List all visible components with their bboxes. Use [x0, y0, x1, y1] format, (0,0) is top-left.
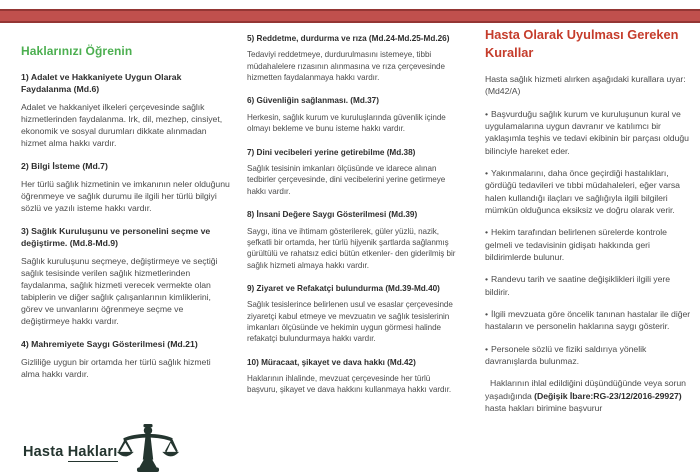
rules-intro: Hasta sağlık hizmeti alırken aşağıdaki kurallara uyar: (Md42/A) — [485, 73, 686, 97]
rule-bullet-4 — [485, 273, 693, 298]
rule-bullet-text: Yakınmalarını, daha önce geçirdiği hastalıkları, gördüğü tedavileri ve tıbbi müdahaleleri, eğer varsa halen kullandığı ilaçları ve sağlığıyla ilgili bilgileri mümkün olduğunca eksiksiz ve doğru olarak verir. — [485, 167, 680, 215]
rule-bullet-1 — [485, 108, 693, 157]
rights-section-title: 7) Dini vecibeleri yerine getirebilme (Md.38) — [247, 147, 416, 157]
rules-closing-paragraph — [485, 377, 693, 414]
bullet-icon: • — [485, 108, 488, 119]
bullet-icon: • — [485, 274, 488, 285]
rule-bullet-text: Hekim tarafından belirlenen sürelerde kontrole gelmeli ve tedavisinin gidişatı hakkında geri bildirimlerde bulunur. — [485, 227, 667, 262]
rule-bullet-2 — [485, 167, 693, 216]
rule-bullet-text: Personele sözlü ve fiziki saldırıya yönelik davranışlarda bulunmaz. — [485, 343, 647, 366]
brand-word-hasta: Hasta — [23, 444, 68, 460]
rights-section-4 — [21, 338, 231, 380]
right-column-heading: Hasta Olarak Uyulması Gereken Kurallar — [485, 27, 679, 60]
rights-section-body: Gizliliğe uygun bir ortamda her türlü sağlık hizmeti alma hakkı vardır. — [21, 357, 211, 379]
rights-section-2 — [21, 160, 231, 214]
bullet-icon: • — [485, 167, 488, 178]
rights-section-body: Herkesin, sağlık kurum ve kuruluşlarında güvenlik içinde olmayı bekleme ve bunu isteme hakkı vardır. — [247, 112, 446, 134]
rights-section-body: Sağlık tesislerince belirlenen usul ve esaslar çerçevesinde ziyaretçi kabul etmeye ve mevzuatın ve sağlık tesislerinin imkanları ölçüsünde ve hekimin uygun görmesi halinde refakatçi bulundurmaya hakkı vardır. — [247, 300, 453, 344]
rights-section-title: 3) Sağlık Kuruluşunu ve personelini seçme ve değiştirme. (Md.8-Md.9) — [21, 226, 211, 248]
rule-bullet-3 — [485, 226, 693, 263]
rights-section-title: 6) Güvenliğin sağlanması. (Md.37) — [247, 96, 379, 106]
rights-section-title: 2) Bilgi İsteme (Md.7) — [21, 161, 108, 171]
rights-section-body: Sağlık tesisinin imkanları ölçüsünde ve idarece alınan tedbirler çerçevesinde, dini vecibelerini yerine getirmeye hakkı vardır. — [247, 164, 446, 196]
rights-section-6 — [247, 95, 463, 134]
bullet-icon: • — [485, 343, 488, 354]
rights-section-title: 4) Mahremiyete Saygı Gösterilmesi (Md.21) — [21, 339, 198, 349]
rights-section-title: 9) Ziyaret ve Refakatçi bulundurma (Md.39-Md.40) — [247, 283, 440, 293]
brand-footer — [23, 423, 193, 473]
rights-section-1 — [21, 71, 231, 149]
closing-text-pre: Haklarının ihlal edildiğini düşündüğünde veya sorun yaşadığında — [485, 378, 686, 401]
scales-of-justice-icon — [115, 424, 181, 472]
rights-section-body: Tedaviyi reddetmeye, durdurulmasını istemeye, tibbi müdahalelere rızasının alınmasına ve rıza çerçevesinde hizmetten faydalanmaya hakkı vardır. — [247, 50, 445, 83]
column-patient-rules — [485, 26, 693, 424]
rights-section-body: Haklarının ihlalinde, mevzuat çerçevesinde her türlü başvuru, şikayet ve dava hakkını kullanmaya hakkı vardır. — [247, 374, 452, 395]
rights-section-10 — [247, 357, 463, 396]
rights-section-9 — [247, 283, 463, 345]
rule-bullet-text: İlgili mevzuata göre öncelik tanınan hastalar ile diğer hastaların ve personelin haklarına saygı gösterir. — [485, 308, 691, 332]
rights-section-body: Her türlü sağlık hizmetinin ve imkanının neler olduğunu öğrenmeye ve sağlık durumu ile ilgili her türlü bilgiyi sözlü ve yazılı isteme hakkı vardır. — [21, 179, 230, 213]
rule-bullet-5 — [485, 308, 693, 333]
rule-bullet-text: Başvurduğu sağlık kurum ve kuruluşunun kural ve uygulamalarına uygun davranır ve katılımcı bir yaklaşımla teşhis ve tedavi ekibinin bir parçası olduğu bilinciyle hareket eder. — [485, 108, 689, 156]
rights-section-body: Adalet ve hakkaniyet ilkeleri çerçevesinde sağlık hizmetlerinden faydalanma. Irk, dil, mezhep, cinsiyet, ekonomik ve sosyal durumları dikkate alınmadan hizmet alma hakkı vardır. — [21, 102, 223, 148]
brand-word-haklari: Hakları — [67, 444, 118, 460]
rights-section-5 — [247, 33, 463, 83]
bullet-icon: • — [485, 227, 488, 238]
rights-section-body: Sağlık kuruluşunu seçmeye, değiştirmeye ve seçtiği sağlık tesisinde verilen sağlık hizmetlerinden faydalanma, sağlık hizmeti verecek vermekte olan tabiplerin ve diğer sağlık çalışanlarının kimliklerini, görev ve unvanlarını öğrenmeye seçme ve değiştirmeye hakkı vardır. — [21, 256, 218, 326]
closing-text-post: hasta hakları birimine başvurur — [485, 403, 603, 414]
rule-bullet-text: Randevu tarih ve saatine değişiklikleri ilgili yere bildirir. — [485, 274, 671, 297]
brand-title — [23, 444, 118, 460]
rights-section-3 — [21, 225, 231, 327]
rights-section-7 — [247, 147, 463, 197]
rights-section-title: 5) Reddetme, durdurma ve rıza (Md.24-Md.25-Md.26) — [247, 34, 450, 43]
rights-section-body: Saygı, itina ve ihtimam gösterilerek, güler yüzlü, nazik, şefkatli bir ortamda, her türlü hijyenik şartlarda sağlanmış gürültülü ve rahatsız edici bütün etkenler- den giderilmiş bir sağlık hizmeti almaya hakkı vardır. — [247, 226, 456, 270]
rule-bullet-6 — [485, 343, 693, 368]
rights-section-title: 8) İnsani Değere Saygı Gösterilmesi (Md.39) — [247, 210, 418, 220]
closing-text-bold: (Değişik İbare:RG-23/12/2016-29927) — [534, 390, 682, 401]
rights-section-title: 10) Müracaat, şikayet ve dava hakkı (Md.42) — [247, 357, 416, 367]
rights-section-8 — [247, 209, 463, 271]
top-accent-bar — [0, 9, 700, 23]
bullet-icon: • — [485, 308, 488, 319]
rights-section-title: 1) Adalet ve Hakkaniyete Uygun Olarak Faydalanma (Md.6) — [21, 72, 182, 94]
column-patient-rights-2 — [247, 33, 463, 408]
left-column-heading: Haklarınızı Öğrenin — [21, 44, 133, 58]
column-patient-rights-1 — [21, 44, 231, 391]
